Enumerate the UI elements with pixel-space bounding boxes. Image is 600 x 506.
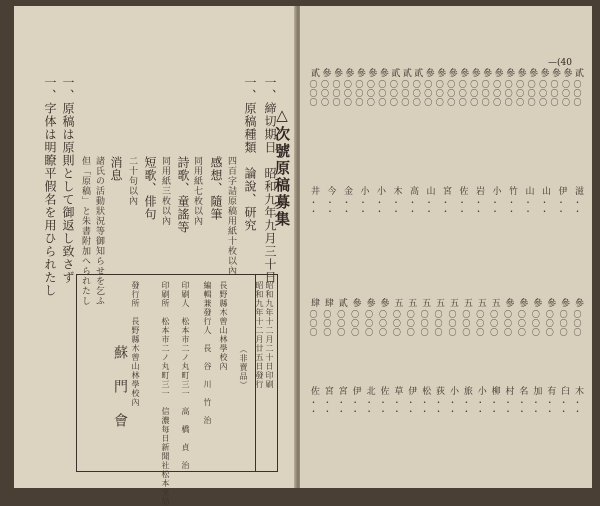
circle-mark-icon: 〇〇〇	[559, 310, 569, 337]
roster-entry: 岩	[474, 186, 484, 196]
recruitment-title: △次號原稿募集	[273, 106, 291, 228]
roster-entry: 參	[550, 68, 561, 78]
roster-entry: 木	[573, 386, 583, 396]
recruitment-item: 一、締切期日 昭和九年九月三十日	[263, 76, 277, 284]
circle-mark-icon: ・・	[336, 398, 346, 416]
roster-entry: 參	[331, 68, 342, 78]
roster-entry: 伊	[406, 386, 417, 396]
circle-mark-icon: ・・	[392, 398, 402, 416]
circle-mark-icon: ・・	[350, 398, 360, 416]
circle-mark-icon: 〇〇〇	[545, 310, 555, 337]
circle-mark-icon: ・・	[545, 398, 555, 416]
roster-entry: 北	[364, 386, 375, 396]
circle-mark-icon: ・・	[540, 198, 549, 216]
circle-mark-icon: 〇〇〇	[350, 310, 360, 337]
roster-entry: 山	[523, 186, 534, 196]
roster-entry: 參	[350, 298, 361, 308]
circle-mark-icon: ・・	[309, 398, 318, 416]
circle-mark-icon: 〇〇〇	[527, 80, 537, 107]
recruitment-item: 一、原稿種類 論說、研究	[243, 76, 257, 232]
print-date: 昭和九年十二月二十日印刷	[265, 281, 274, 389]
page-number: —(40	[548, 58, 572, 68]
circle-mark-icon: 〇〇〇	[573, 80, 582, 107]
roster-entry: 五	[489, 298, 500, 308]
recruitment-item: 感想、隨筆	[209, 156, 223, 221]
roster-entry: 宮	[336, 386, 347, 396]
roster-entry: 金	[342, 186, 352, 196]
circle-mark-icon: ・・	[573, 198, 582, 216]
circle-mark-icon: 〇〇〇	[531, 310, 541, 337]
circle-mark-icon: 〇〇〇	[517, 310, 527, 337]
left-page	[14, 6, 296, 506]
roster-entry: 五	[406, 298, 417, 308]
recruitment-item: 短歌、俳句	[143, 156, 157, 221]
roster-entry: 有	[545, 386, 556, 396]
circle-mark-icon: 〇〇〇	[561, 80, 571, 107]
circle-mark-icon: 〇〇〇	[322, 310, 332, 337]
roster-entry: 小	[447, 386, 458, 396]
circle-mark-icon: 〇〇〇	[309, 80, 318, 107]
roster-entry: 參	[343, 68, 354, 78]
roster-entry: 松	[420, 386, 431, 396]
recruitment-item: 二十句以內	[127, 156, 137, 206]
roster-entry: 參	[458, 68, 469, 78]
roster-entry: 參	[545, 298, 556, 308]
circle-mark-icon: ・・	[573, 398, 582, 416]
circle-mark-icon: 〇〇〇	[343, 80, 353, 107]
roster-entry: 參	[423, 68, 434, 78]
circle-mark-icon: 〇〇〇	[447, 310, 457, 337]
circle-mark-icon: ・・	[441, 198, 450, 216]
circle-mark-icon: 〇〇〇	[434, 310, 444, 337]
circle-mark-icon: ・・	[322, 398, 332, 416]
circle-mark-icon: ・・	[447, 398, 457, 416]
recruitment-item: 但「原稿」と朱書附加へられたし	[80, 156, 90, 306]
publish-date: 昭和九年十二月廿五日發行	[255, 281, 264, 389]
circle-mark-icon: ・・	[358, 198, 368, 216]
roster-entry: 參	[320, 68, 331, 78]
roster-entry: 參	[446, 68, 457, 78]
roster-entry: 山	[424, 186, 435, 196]
roster-entry: 貳	[412, 68, 423, 78]
circle-mark-icon: 〇〇〇	[309, 310, 318, 337]
roster-entry: 宮	[322, 386, 333, 396]
roster-entry: 井	[309, 186, 319, 196]
circle-mark-icon: ・・	[559, 398, 569, 416]
circle-mark-icon: ・・	[489, 398, 499, 416]
colophon-line: 編輯兼發行人 長 谷 川 竹 治	[203, 281, 212, 425]
circle-mark-icon: 〇〇〇	[412, 80, 422, 107]
roster-entry: 名	[517, 386, 528, 396]
roster-entry: 貳	[309, 68, 319, 78]
roster-entry: 參	[481, 68, 492, 78]
roster-entry: 參	[492, 68, 503, 78]
circle-mark-icon: 〇〇〇	[378, 310, 388, 337]
circle-mark-icon: 〇〇〇	[400, 80, 410, 107]
circle-mark-icon: 〇〇〇	[461, 310, 471, 337]
circle-mark-icon: 〇〇〇	[406, 310, 416, 337]
recruitment-item: 同用紙三枚以內	[160, 156, 170, 226]
circle-mark-icon: 〇〇〇	[392, 310, 402, 337]
roster-entry: 五	[447, 298, 458, 308]
roster-entry: 高	[408, 186, 418, 196]
recruitment-item: 一、原稿は原則として御返し致さず	[61, 76, 75, 284]
roster-entry: 旅	[461, 386, 472, 396]
colophon-line: 長野縣木曾山林學校內	[219, 281, 228, 371]
circle-mark-icon: ・・	[461, 398, 471, 416]
roster-entry: 參	[531, 298, 542, 308]
roster-entry: 參	[354, 68, 365, 78]
roster-entry: 小	[490, 186, 501, 196]
circle-mark-icon: ・・	[517, 398, 527, 416]
roster-entry: 參	[378, 298, 389, 308]
circle-mark-icon: ・・	[507, 198, 516, 216]
circle-mark-icon: 〇〇〇	[481, 80, 491, 107]
roster-entry: 小	[358, 186, 369, 196]
roster-entry: 參	[527, 68, 538, 78]
right-page	[300, 6, 592, 488]
roster-entry: 參	[377, 68, 388, 78]
roster-entry: 參	[504, 68, 515, 78]
roster-entry: 佐	[309, 386, 319, 396]
roster-entry: 五	[475, 298, 486, 308]
roster-entry: 佐	[457, 186, 468, 196]
circle-mark-icon: ・・	[503, 398, 513, 416]
circle-mark-icon: 〇〇〇	[458, 80, 468, 107]
circle-mark-icon: 〇〇〇	[446, 80, 456, 107]
circle-mark-icon: 〇〇〇	[515, 80, 525, 107]
circle-mark-icon: ・・	[309, 198, 318, 216]
colophon-line: 發行所 長野縣木曾山林學校內	[131, 281, 140, 407]
roster-entry: 村	[503, 386, 514, 396]
circle-mark-icon: ・・	[490, 198, 500, 216]
roster-entry: 參	[469, 68, 480, 78]
circle-mark-icon: ・・	[408, 198, 417, 216]
circle-mark-icon: ・・	[434, 398, 444, 416]
circle-mark-icon: ・・	[342, 198, 351, 216]
circle-mark-icon: ・・	[474, 198, 483, 216]
roster-entry: 參	[435, 68, 446, 78]
roster-entry: 肆	[322, 298, 333, 308]
circle-mark-icon: ・・	[457, 198, 467, 216]
roster-entry: 柳	[489, 386, 500, 396]
roster-entry: 伊	[350, 386, 361, 396]
circle-mark-icon: ・・	[475, 398, 485, 416]
roster-entry: 肆	[309, 298, 319, 308]
circle-mark-icon: ・・	[531, 398, 541, 416]
circle-mark-icon: 〇〇〇	[538, 80, 548, 107]
recruitment-item: 詩歌、童謠等	[176, 156, 190, 234]
roster-entry: 佐	[378, 386, 389, 396]
roster-entry: 參	[573, 298, 583, 308]
circle-mark-icon: 〇〇〇	[331, 80, 341, 107]
roster-entry: 木	[391, 186, 402, 196]
recruitment-item: 消息	[109, 156, 123, 182]
circle-mark-icon: 〇〇〇	[420, 310, 430, 337]
roster-entry: 竹	[507, 186, 517, 196]
circle-mark-icon: ・・	[406, 398, 416, 416]
recruitment-item: 諸氏の活動狀況等御知らせを乞ふ	[94, 156, 104, 306]
circle-mark-icon: ・・	[424, 198, 434, 216]
roster-entry: 貳	[389, 68, 400, 78]
circle-mark-icon: 〇〇〇	[504, 80, 514, 107]
roster-entry: 小	[475, 386, 486, 396]
circle-mark-icon: ・・	[556, 198, 566, 216]
roster-entry: 貳	[336, 298, 347, 308]
circle-mark-icon: ・・	[378, 398, 388, 416]
roster-entry: 參	[538, 68, 549, 78]
circle-mark-icon: 〇〇〇	[492, 80, 502, 107]
circle-mark-icon: ・・	[375, 198, 384, 216]
roster-entry: 小	[375, 186, 385, 196]
roster-entry: 五	[420, 298, 431, 308]
circle-mark-icon: 〇〇〇	[435, 80, 445, 107]
circle-mark-icon: 〇〇〇	[489, 310, 499, 337]
circle-mark-icon: ・・	[364, 398, 374, 416]
colophon-line: 印刷人 松本市二ノ丸町三一 高 橋 貞 治	[181, 281, 190, 470]
roster-entry: 宮	[441, 186, 451, 196]
roster-entry: 山	[540, 186, 550, 196]
circle-mark-icon: 〇〇〇	[423, 80, 433, 107]
circle-mark-icon: 〇〇〇	[320, 80, 330, 107]
circle-mark-icon: 〇〇〇	[503, 310, 513, 337]
circle-mark-icon: 〇〇〇	[366, 80, 376, 107]
recruitment-item: 一、字体は明瞭平假名を用ひられたし	[43, 76, 57, 297]
circle-mark-icon: 〇〇〇	[573, 310, 582, 337]
colophon-line: 印刷所 松本市二ノ丸町三一 信濃每日新聞社松本支局	[161, 281, 170, 506]
colophon-line: 蘇 門 會	[112, 345, 128, 430]
circle-mark-icon: ・・	[325, 198, 335, 216]
roster-entry: 今	[325, 186, 336, 196]
roster-entry: 參	[366, 68, 377, 78]
price-note: （非賣品）	[239, 345, 248, 390]
roster-entry: 草	[392, 386, 403, 396]
roster-entry: 五	[434, 298, 445, 308]
circle-mark-icon: 〇〇〇	[389, 80, 399, 107]
circle-mark-icon: ・・	[391, 198, 401, 216]
roster-entry: 參	[517, 298, 528, 308]
circle-mark-icon: ・・	[523, 198, 533, 216]
roster-entry: 五	[392, 298, 403, 308]
circle-mark-icon: 〇〇〇	[550, 80, 560, 107]
roster-entry: 貳	[573, 68, 583, 78]
roster-entry: 參	[503, 298, 514, 308]
circle-mark-icon: ・・	[420, 398, 430, 416]
circle-mark-icon: 〇〇〇	[377, 80, 387, 107]
circle-mark-icon: 〇〇〇	[364, 310, 374, 337]
circle-mark-icon: 〇〇〇	[469, 80, 479, 107]
roster-entry: 參	[559, 298, 570, 308]
roster-entry: 參	[561, 68, 572, 78]
colophon-box	[76, 274, 278, 506]
roster-entry: 滋	[573, 186, 583, 196]
roster-entry: 五	[461, 298, 472, 308]
circle-mark-icon: 〇〇〇	[475, 310, 485, 337]
circle-mark-icon: 〇〇〇	[354, 80, 364, 107]
roster-entry: 參	[515, 68, 526, 78]
roster-entry: 臼	[559, 386, 570, 396]
roster-entry: 伊	[556, 186, 567, 196]
recruitment-item: 四百字詰原稿用紙十枚以內	[226, 156, 236, 276]
roster-entry: 加	[531, 386, 542, 396]
roster-entry: 貳	[400, 68, 411, 78]
recruitment-item: 同用紙七枚以內	[192, 156, 202, 226]
roster-entry: 參	[364, 298, 375, 308]
circle-mark-icon: 〇〇〇	[336, 310, 346, 337]
roster-entry: 荻	[434, 386, 445, 396]
